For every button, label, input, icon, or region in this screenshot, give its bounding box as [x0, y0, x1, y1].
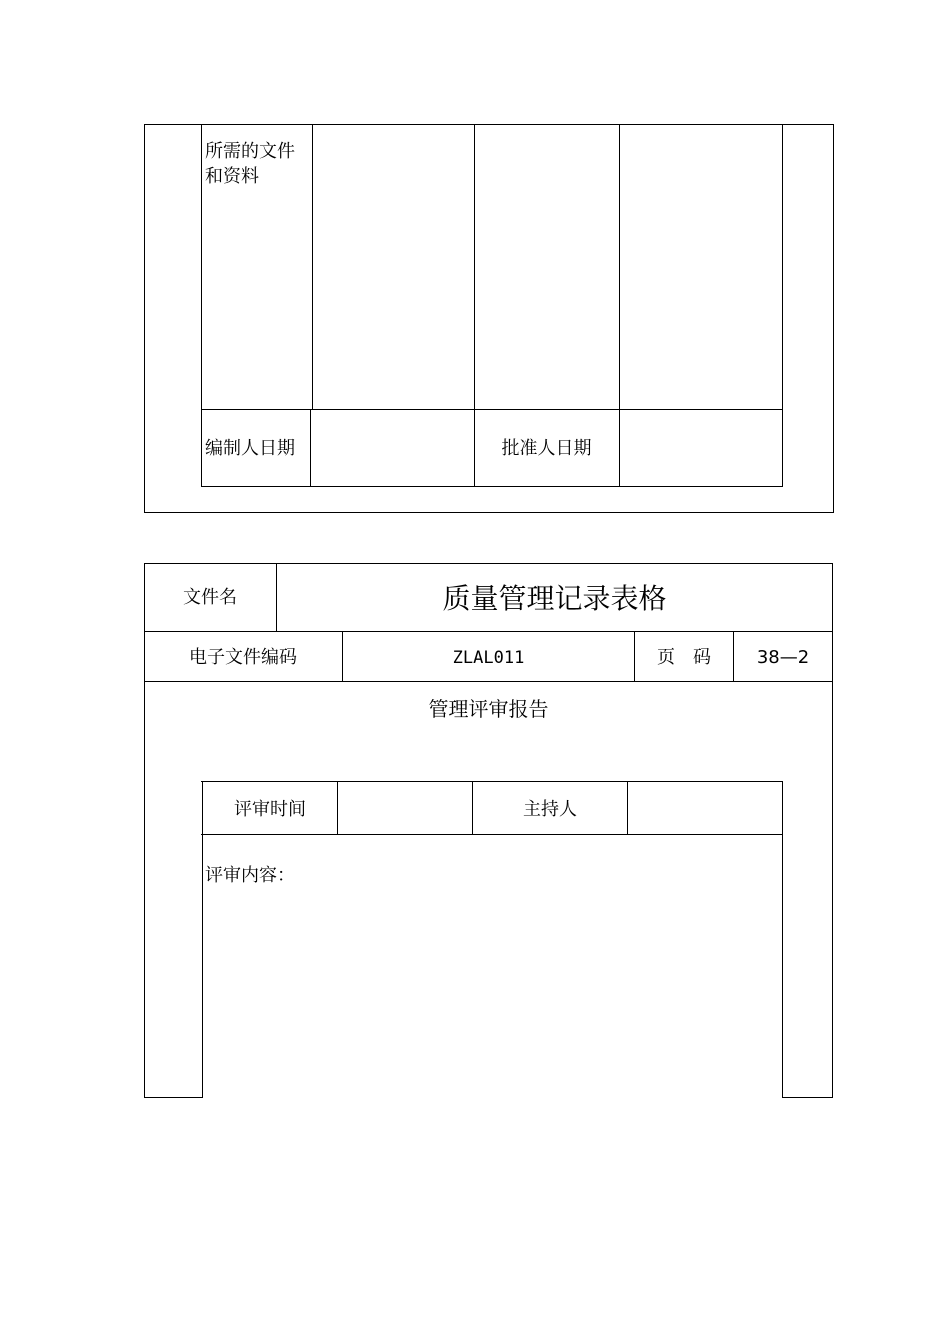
- bottom-right-segment: [782, 1097, 833, 1098]
- report-left-border: [144, 563, 145, 1098]
- compiler-date-cell[interactable]: [311, 410, 473, 485]
- header-top-border: [144, 563, 833, 564]
- inner-left-border: [201, 124, 202, 487]
- report-right-border: [832, 563, 833, 1098]
- docs-label-line1: 所需的文件: [205, 141, 295, 162]
- page-value: 38—2: [756, 647, 810, 668]
- compiler-date-label: 编制人日期: [205, 438, 295, 459]
- bottom-left-segment: [144, 1097, 203, 1098]
- e-code-value: ZLAL011: [452, 648, 525, 668]
- file-name-label: 文件名: [183, 587, 237, 608]
- review-content-label: 评审内容：: [205, 865, 295, 886]
- outer-right-border: [833, 124, 834, 513]
- header-row-divider: [144, 631, 833, 632]
- docs-label-line2: 和资料: [205, 166, 259, 187]
- docs-cell-3[interactable]: [620, 125, 781, 408]
- review-table-right: [782, 781, 783, 1098]
- header-bottom-border: [144, 681, 833, 682]
- outer-left-border: [144, 124, 145, 513]
- review-content-area[interactable]: [203, 890, 781, 1096]
- review-time-label: 评审时间: [234, 799, 306, 820]
- e-code-label: 电子文件编码: [189, 647, 297, 668]
- inner-right-border: [782, 124, 783, 487]
- inner-bottom-border: [201, 486, 783, 487]
- report-title: 管理评审报告: [428, 697, 549, 721]
- review-time-cell[interactable]: [338, 782, 471, 833]
- docs-cell-2[interactable]: [475, 125, 618, 408]
- approver-date-label: 批准人日期: [501, 438, 592, 459]
- review-table-row-divider: [201, 834, 783, 835]
- outer-bottom-border: [144, 512, 834, 513]
- docs-cell-1[interactable]: [313, 125, 473, 408]
- host-label: 主持人: [523, 799, 577, 820]
- host-cell[interactable]: [628, 782, 781, 833]
- page-label: 页 码: [657, 647, 711, 668]
- form-title: 质量管理记录表格: [442, 582, 667, 615]
- approver-date-cell[interactable]: [620, 410, 781, 485]
